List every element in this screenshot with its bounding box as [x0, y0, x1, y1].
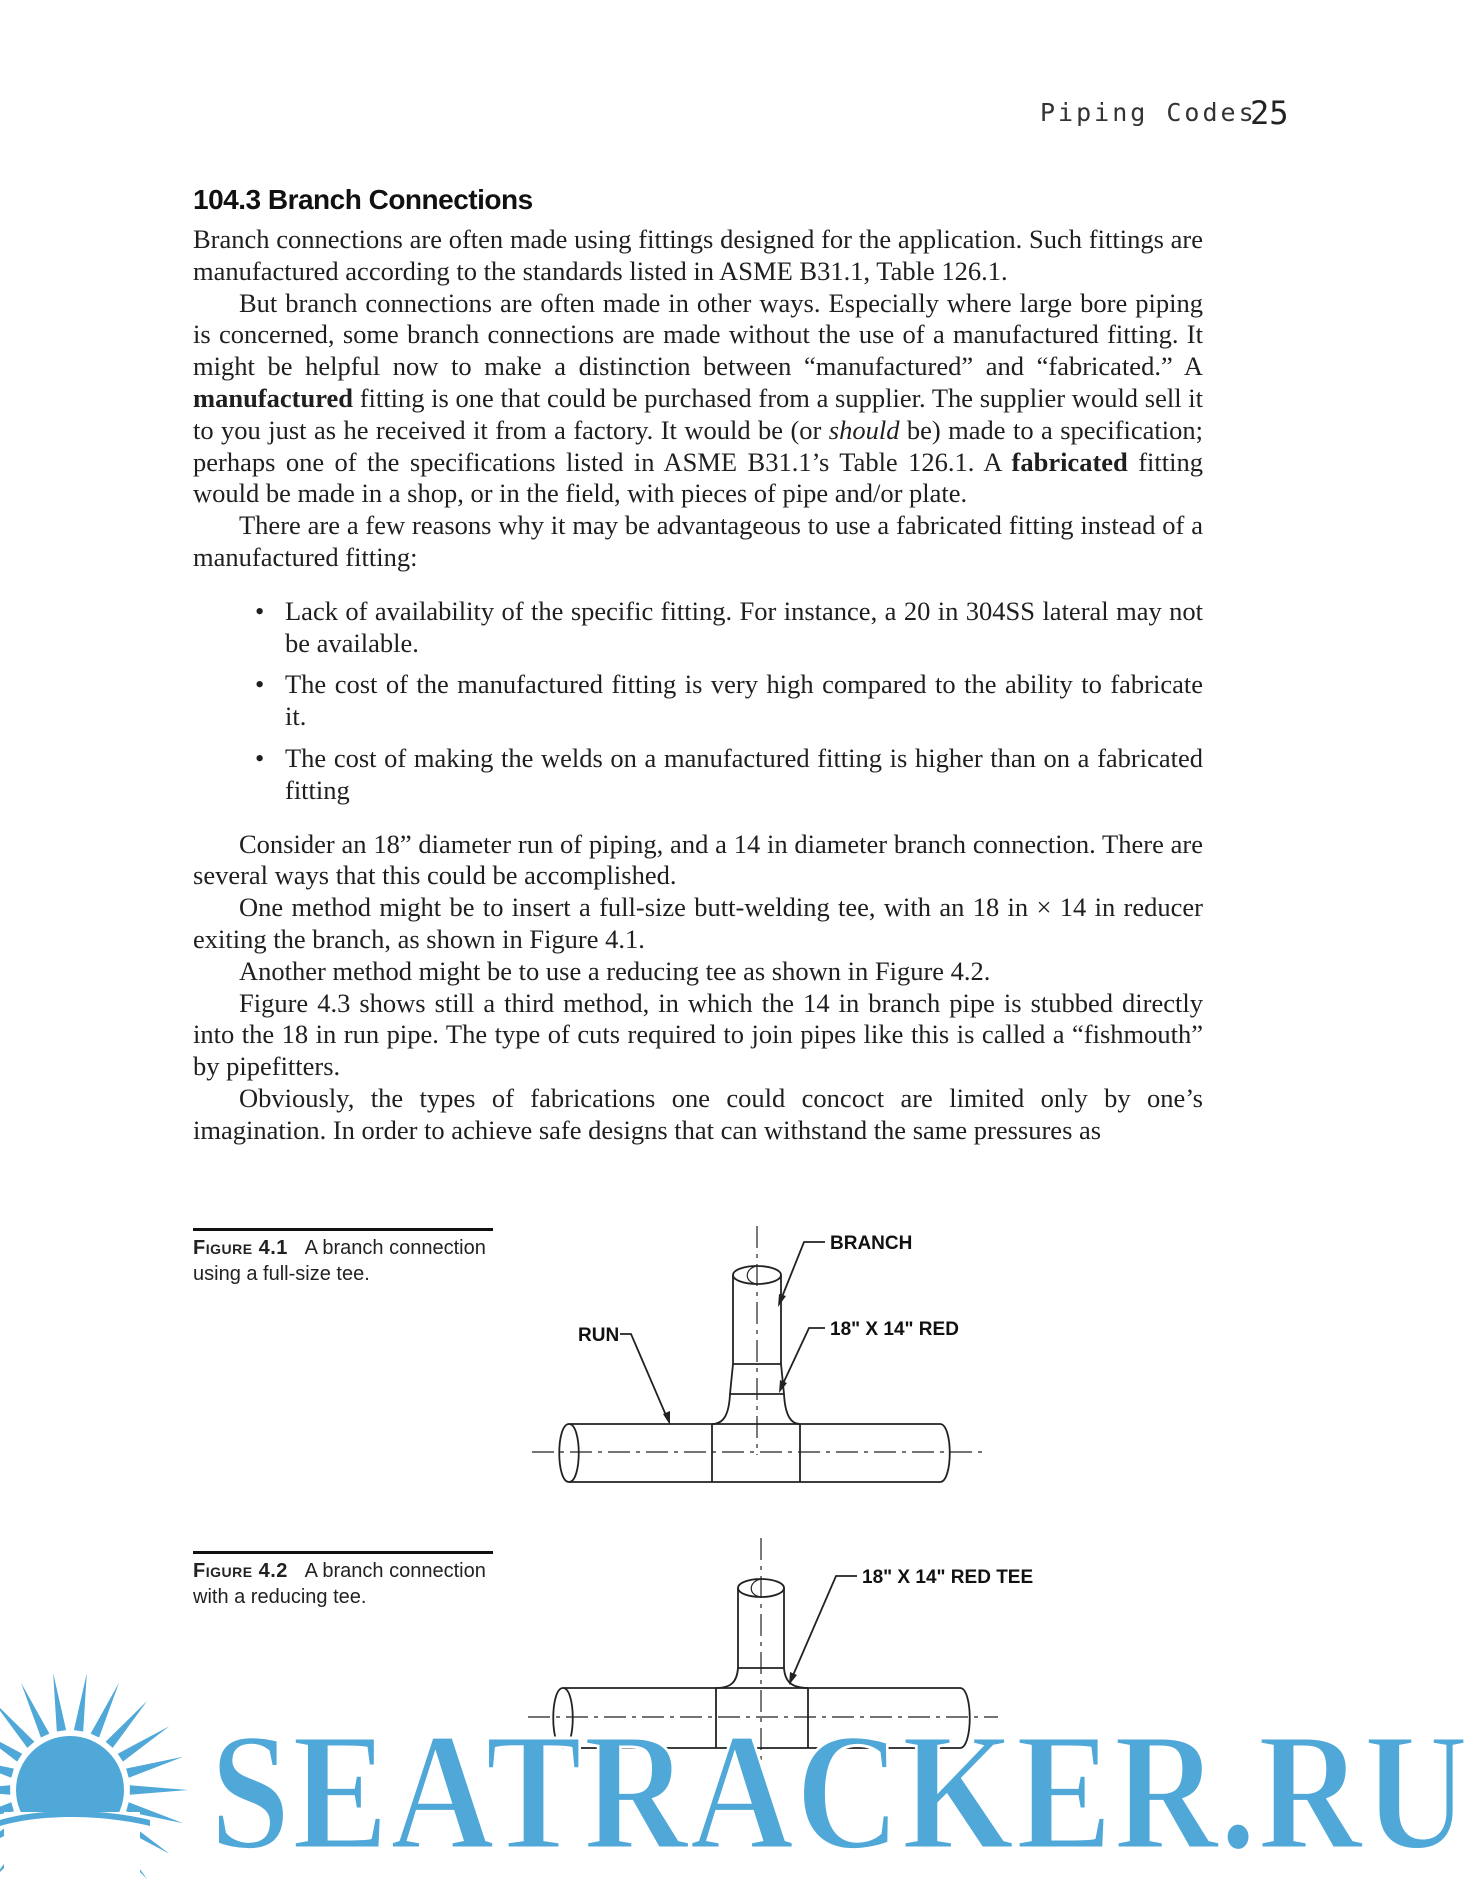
- branch-left-wall: [716, 1588, 738, 1688]
- bullet-icon: •: [255, 595, 265, 626]
- paragraph: Figure 4.3 shows still a third method, in which the 14 in branch pipe is stubbed directly into the 18 in run pipe. The type of cuts required to join pipes like this is called a “fishmouth” by pipefitters.: [193, 987, 1203, 1082]
- watermark-text: SEATRACKER.RU: [210, 1699, 1470, 1885]
- figure-label: Figure 4.2: [193, 1560, 288, 1582]
- callout-label: BRANCH: [830, 1233, 913, 1254]
- running-title: Piping Codes: [1040, 98, 1257, 127]
- branch-right-wall: [784, 1588, 808, 1688]
- paragraph: But branch connections are often made in other ways. Especially where large bore piping is concerned, some branch connections are made without the use of a manufactured fitting. It might be helpful now to make a distinction between “manufactured” and “fabricated.” A manufactured fitting is one that could be purchased from a supplier. The supplier would sell it to you just as he received it from a factory. It would be (or should be) made to a specification; perhaps one of the specifications listed in ASME B31.1’s Table 126.1. A fabricated fitting would be made in a shop, or in the field, with pieces of pipe and/or plate.: [193, 287, 1203, 509]
- paragraph: Another method might be to use a reducing tee as shown in Figure 4.2.: [239, 955, 991, 986]
- callout-label: 18" X 14" RED TEE: [862, 1567, 1034, 1588]
- figure-label: Figure 4.1: [193, 1237, 288, 1259]
- paragraph: There are a few reasons why it may be advantageous to use a fabricated fitting instead of a manufactured fitting:: [193, 510, 1203, 572]
- page-number: 25: [1250, 94, 1289, 132]
- callout-leader: [791, 1576, 857, 1680]
- paragraph: Branch connections are often made using fittings designed for the application. Such fittings are manufactured according to the standards listed in ASME B31.1, Table 126.1.: [193, 224, 1203, 286]
- bullet-icon: •: [255, 669, 265, 700]
- paragraph: Consider an 18” diameter run of piping, and a 14 in diameter branch connection. There are several ways that this could be accomplished.: [193, 828, 1203, 891]
- caption-text: A branch connection with a reducing tee.: [193, 1560, 486, 1608]
- callout-label: RUN: [578, 1325, 620, 1346]
- bullet-icon: •: [255, 742, 265, 773]
- bold-term: manufactured: [193, 382, 353, 413]
- callout-label: 18" X 14" RED: [830, 1319, 959, 1340]
- italic-term: should: [828, 414, 900, 445]
- paragraph: One method might be to insert a full-size butt-welding tee, with an 18 in × 14 in reducer exiting the branch, as shown in Figure 4.1.: [193, 892, 1203, 954]
- list-item: • Lack of availability of the specific fitting. For instance, a 20 in 304SS lateral may not be available.: [255, 595, 1203, 658]
- list-item: • The cost of the manufactured fitting is very high compared to the ability to fabricate it.: [255, 669, 1203, 732]
- caption-text: A branch connection using a full-size tee.: [193, 1237, 486, 1285]
- section-title: 104.3 Branch Connections: [193, 184, 533, 215]
- list-item: • The cost of making the welds on a manufactured fitting is higher than on a fabricated fitting: [255, 742, 1203, 805]
- bold-term: fabricated: [1011, 446, 1128, 477]
- paragraph: Obviously, the types of fabrications one could concoct are limited only by one’s imagination. In order to achieve safe designs that can withstand the same pressures as: [193, 1082, 1203, 1145]
